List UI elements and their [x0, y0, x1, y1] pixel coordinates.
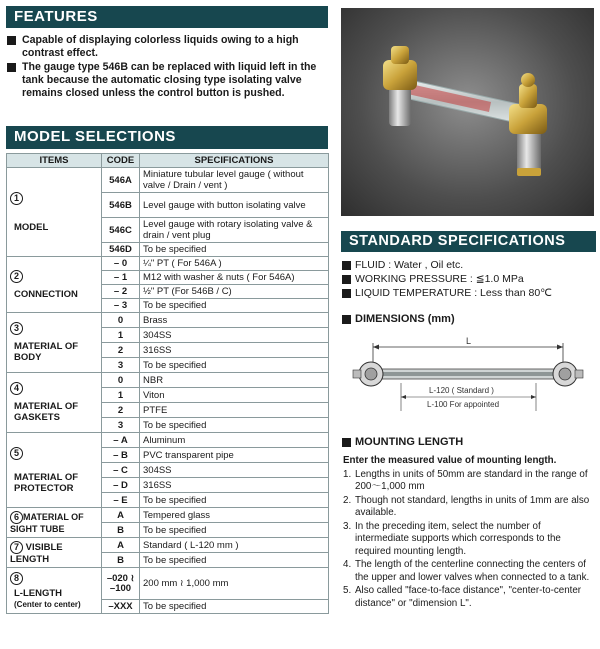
dimensions-diagram: [341, 333, 594, 433]
features-list: [6, 34, 328, 101]
bullet-square-icon: [342, 438, 351, 447]
table-row: – B PVC transparent pipe: [7, 448, 329, 463]
table-row: 2 PTFE: [7, 403, 329, 418]
table-row: – 2 ½" PT (For 546B / C): [7, 285, 329, 299]
table-row: – C 304SS: [7, 463, 329, 478]
col-items: ITEMS: [7, 154, 102, 168]
standard-specifications-heading: STANDARD SPECIFICATIONS: [341, 231, 596, 252]
bullet-square-icon: [7, 36, 16, 45]
table-row: 2 316SS: [7, 343, 329, 358]
bullet-square-icon: [7, 63, 16, 72]
table-row: 3 To be specified: [7, 358, 329, 373]
table-row: –XXX To be specified: [7, 600, 329, 614]
table-row: 546D To be specified: [7, 243, 329, 257]
table-row: – E To be specified: [7, 493, 329, 508]
level-gauge-image: [341, 8, 594, 216]
label-appointed: L-100 For appointed: [427, 400, 500, 409]
list-item: 5. Also called "face-to-face distance", "center-to-center distance" or "dimension L".: [343, 585, 582, 609]
feature-bullet: Capable of displaying colorless liquids owing to a high contrast effect.: [6, 34, 328, 60]
feature-bullet: The gauge type 546B can be replaced with liquid left in the tank because the automatic closing type isolating valve remains closed unless the control button is pushed.: [6, 61, 328, 100]
table-row: – D 316SS: [7, 478, 329, 493]
table-header-row: [7, 154, 329, 168]
table-row: B To be specified: [7, 523, 329, 538]
table-row: 1 304SS: [7, 328, 329, 343]
group-l-length: 8 L-LENGTH (Center to center): [7, 568, 102, 614]
group-visible-length: 7 VISIBLE LENGTH: [7, 538, 102, 568]
bullet-square-icon: [342, 289, 351, 298]
table-row: 546B Level gauge with button isolating valve: [7, 193, 329, 218]
spec-liquid-temperature: LIQUID TEMPERATURE : Less than 80℃: [341, 286, 596, 300]
group-material-of-gaskets: 4 MATERIAL OF GASKETS: [7, 373, 102, 433]
label-standard: L-120 ( Standard ): [429, 386, 494, 395]
list-item: 1. Lengths in units of 50mm are standard in the range of 200～1,000 mm: [343, 468, 588, 492]
list-item: 2. Though not standard, lengths in units of 1mm are also available.: [343, 494, 590, 518]
standard-specifications-list: [341, 258, 596, 300]
table-row: – 3 To be specified: [7, 299, 329, 313]
table-row: B To be specified: [7, 553, 329, 568]
bullet-square-icon: [342, 275, 351, 284]
table-row: 4 MATERIAL OF GASKETS 0 NBR: [7, 373, 329, 388]
mounting-length-heading: MOUNTING LENGTH: [341, 436, 463, 448]
col-code: CODE: [102, 154, 140, 168]
dimensions-heading: DIMENSIONS (mm): [341, 313, 455, 325]
label-l: L: [466, 336, 472, 346]
col-specifications: SPECIFICATIONS: [140, 154, 329, 168]
features-heading: FEATURES: [6, 6, 328, 28]
list-item: 3. In the preceding item, select the number of intermediate supports which corresponds to the required mounting length.: [343, 520, 561, 557]
product-photo: [341, 8, 594, 216]
table-row: 3 MATERIAL OF BODY 0 Brass: [7, 313, 329, 328]
table-row: – 1 M12 with washer & nuts ( For 546A): [7, 271, 329, 285]
table-row: 6 MATERIAL OF SIGHT TUBE A Tempered glass: [7, 508, 329, 523]
dimension-drawing: [341, 333, 594, 433]
table-row: 8 L-LENGTH (Center to center) –020 ≀ –100 200 mm ≀ 1,000 mm: [7, 568, 329, 600]
model-selection-table: [6, 153, 329, 614]
table-row: 3 To be specified: [7, 418, 329, 433]
group-material-of-body: 3 MATERIAL OF BODY: [7, 313, 102, 373]
group-model: 1 MODEL: [7, 168, 102, 257]
spec-working-pressure: WORKING PRESSURE : ≦1.0 MPa: [341, 272, 596, 286]
table-row: 1 Viton: [7, 388, 329, 403]
group-connection: 2 CONNECTION: [7, 257, 102, 313]
table-row: 7 VISIBLE LENGTH A Standard ( L-120 mm ): [7, 538, 329, 553]
table-row: 5 MATERIAL OF PROTECTOR – A Aluminum: [7, 433, 329, 448]
mounting-length-notes: [343, 455, 595, 611]
model-selections-heading: MODEL SELECTIONS: [6, 126, 328, 149]
group-material-of-protector: 5 MATERIAL OF PROTECTOR: [7, 433, 102, 508]
bullet-square-icon: [342, 261, 351, 270]
spec-fluid: FLUID : Water , Oil etc.: [341, 258, 596, 272]
mounting-intro: Enter the measured value of mounting length.: [343, 455, 557, 466]
table-row: 546C Level gauge with rotary isolating valve & drain / vent plug: [7, 218, 329, 243]
table-row: 2 CONNECTION – 0 ¼" PT ( For 546A ): [7, 257, 329, 271]
bullet-square-icon: [342, 315, 351, 324]
group-material-of-sight-tube: 6 MATERIAL OF SIGHT TUBE: [7, 508, 102, 538]
table-row: 1 MODEL 546A Miniature tubular level gauge ( without valve / Drain / vent ): [7, 168, 329, 193]
list-item: 4. The length of the centerline connecting the centers of the upper and lower valves when connected to a tank.: [343, 559, 590, 583]
